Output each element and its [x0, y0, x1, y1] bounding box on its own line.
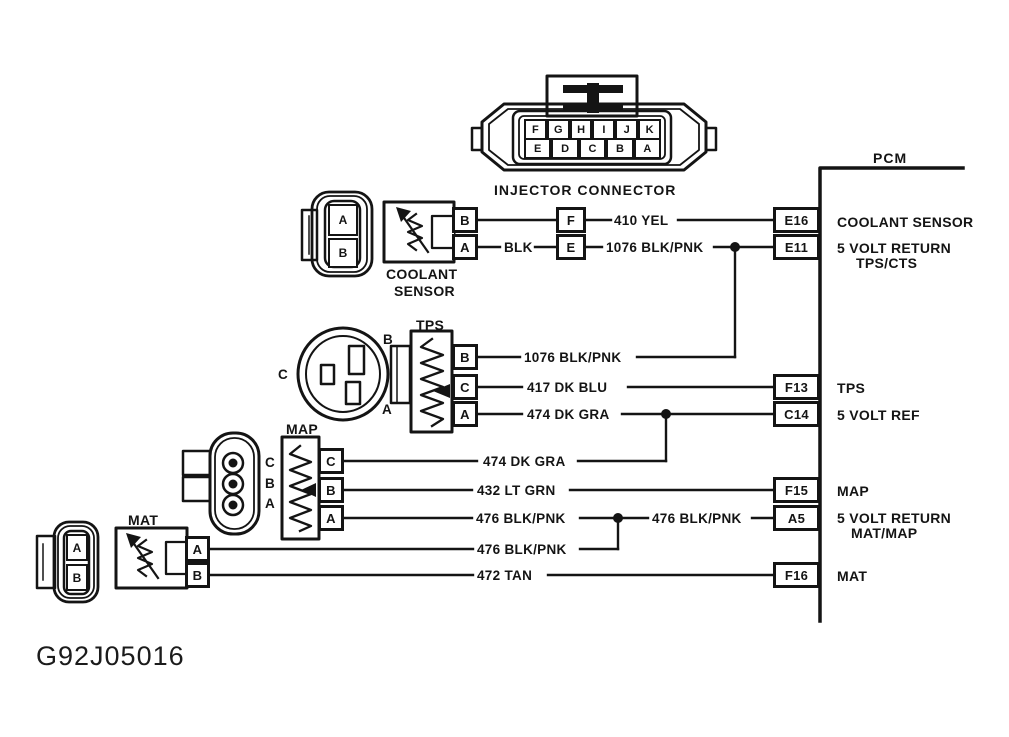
tps-label: TPS: [416, 317, 445, 333]
pcm-desc-mat-map: MAT/MAP: [851, 525, 918, 541]
injector-pin: C: [579, 138, 606, 159]
injector-pin: I: [592, 119, 615, 140]
injector-pin: G: [547, 119, 570, 140]
wire-label-joint-476: 476 BLK/PNK: [652, 511, 742, 526]
wire-label-472-tan: 472 TAN: [477, 568, 533, 583]
mat-plug-pin-b: B: [66, 564, 88, 591]
map-pin-c: C: [318, 448, 344, 474]
pcm-pin-f16: F16: [773, 562, 820, 588]
coolant-plug-pin-b: B: [328, 238, 358, 268]
map-pin-a: A: [318, 505, 344, 531]
figure-id: G92J05016: [36, 641, 185, 671]
injector-harness-pin-e: E: [556, 234, 586, 260]
map-pin-b: B: [318, 477, 344, 503]
tps-connector-outline: [298, 328, 388, 420]
tps-pin-b: B: [452, 344, 478, 370]
pcm-pin-e11: E11: [773, 234, 820, 260]
map-connector-pin-a: A: [265, 496, 276, 511]
mat-pin-a: A: [185, 536, 210, 562]
pcm-pin-a5: A5: [773, 505, 820, 531]
injector-pin: E: [524, 138, 551, 159]
wire-label-1076-blk-pnk: 1076 BLK/PNK: [606, 240, 704, 255]
pcm-desc-5v-ref: 5 VOLT REF: [837, 407, 920, 423]
pcm-desc-coolant-sensor: COOLANT SENSOR: [837, 214, 974, 230]
wire-label-map-474: 474 DK GRA: [483, 454, 566, 469]
injector-pin: A: [634, 138, 661, 159]
map-label: MAP: [286, 421, 319, 437]
wire-label-tps-1076: 1076 BLK/PNK: [524, 350, 622, 365]
mat-label: MAT: [128, 512, 159, 528]
tps-connector-pin-a: A: [382, 402, 393, 417]
pcm-label: PCM: [873, 150, 908, 166]
injector-pin-row-bottom: [524, 138, 661, 159]
wire-label-mat-476: 476 BLK/PNK: [477, 542, 567, 557]
coolant-sensor-label-1: COOLANT: [386, 266, 458, 282]
pcm-desc-tps-cts: TPS/CTS: [856, 255, 918, 271]
map-connector-pin-c: C: [265, 455, 276, 470]
wire-label-410-yel: 410 YEL: [614, 213, 669, 228]
injector-pin: K: [638, 119, 661, 140]
tps-connector-pin-c: C: [278, 367, 289, 382]
mat-pin-b: B: [185, 562, 210, 588]
wire-label-432-lt-grn: 432 LT GRN: [477, 483, 556, 498]
coolant-pin-b: B: [452, 207, 478, 233]
mat-plug-pin-a: A: [66, 534, 88, 561]
junction-dot: [661, 409, 671, 419]
pcm-desc-tps: TPS: [837, 380, 866, 396]
injector-pin: D: [551, 138, 578, 159]
coolant-pin-a: A: [452, 234, 478, 260]
pcm-pin-f15: F15: [773, 477, 820, 503]
tps-box: [411, 331, 452, 432]
junction-dot: [730, 242, 740, 252]
tps-pin-a: A: [452, 401, 478, 427]
coolant-sensor-label-2: SENSOR: [394, 283, 455, 299]
tps-connector-pin-b: B: [383, 332, 394, 347]
pcm-pin-e16: E16: [773, 207, 820, 233]
junction-dot: [613, 513, 623, 523]
injector-harness-pin-f: F: [556, 207, 586, 233]
injector-pin: F: [524, 119, 547, 140]
pcm-desc-5v-return-mat: 5 VOLT RETURN: [837, 510, 952, 526]
injector-connector-label: INJECTOR CONNECTOR: [494, 182, 677, 198]
wire-label-417-dk-blu: 417 DK BLU: [527, 380, 608, 395]
wire-label-map-476: 476 BLK/PNK: [476, 511, 566, 526]
pcm-pin-f13: F13: [773, 374, 820, 400]
injector-pin: B: [606, 138, 633, 159]
map-connector-pin-b: B: [265, 476, 276, 491]
wire-label-474-dk-gra: 474 DK GRA: [527, 407, 610, 422]
pcm-desc-map: MAP: [837, 483, 870, 499]
wire-label-blk: BLK: [504, 240, 533, 255]
injector-pin: H: [570, 119, 593, 140]
pcm-desc-5v-return-tps: 5 VOLT RETURN: [837, 240, 952, 256]
injector-pin: J: [615, 119, 638, 140]
tps-pin-c: C: [452, 374, 478, 400]
coolant-plug-pin-a: A: [328, 204, 358, 236]
pcm-desc-mat: MAT: [837, 568, 868, 584]
injector-pin-row-top: [524, 119, 661, 140]
pcm-pin-c14: C14: [773, 401, 820, 427]
